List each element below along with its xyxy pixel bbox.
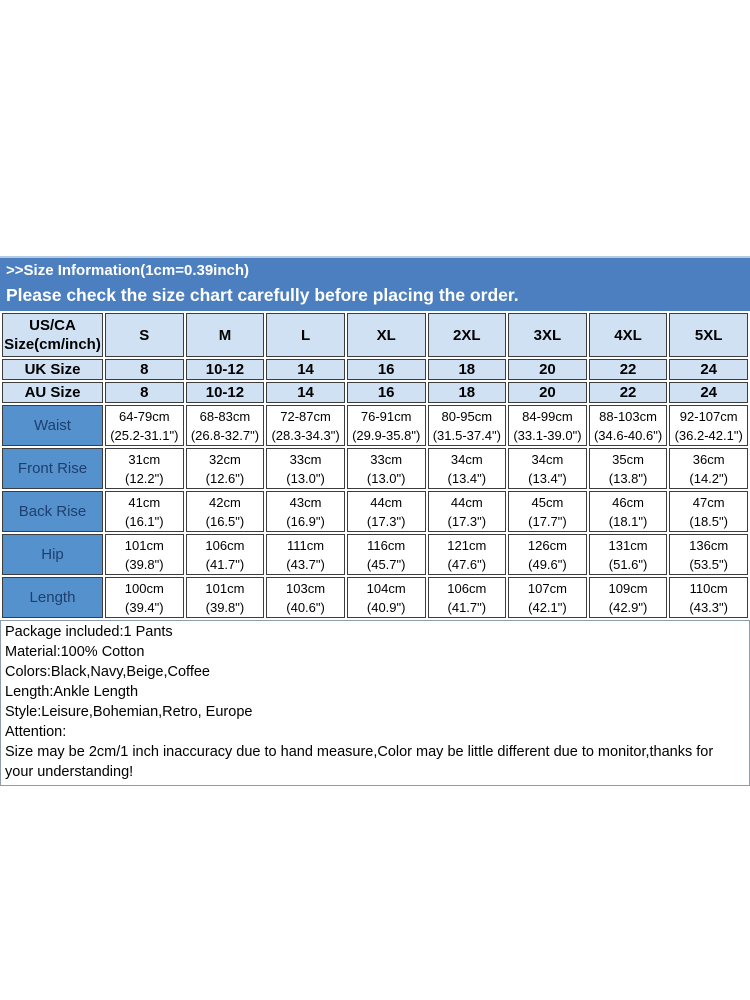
- au-size-row: [2, 382, 748, 403]
- measurement-cell: 34cm (13.4"): [508, 448, 587, 489]
- measurement-row: [2, 448, 748, 489]
- size-value-cell: 22: [589, 359, 668, 380]
- size-column-header: 5XL: [669, 313, 748, 357]
- measurement-row: [2, 577, 748, 618]
- measurement-cell: 68-83cm (26.8-32.7"): [186, 405, 265, 446]
- measurement-label: Waist: [2, 405, 103, 446]
- region-label: AU Size: [2, 382, 103, 403]
- measurement-cell: 33cm (13.0"): [266, 448, 345, 489]
- measurement-cell: 126cm (49.6"): [508, 534, 587, 575]
- measurement-cell: 88-103cm (34.6-40.6"): [589, 405, 668, 446]
- size-value-cell: 16: [347, 382, 426, 403]
- size-value-cell: 24: [669, 359, 748, 380]
- measurement-label: Front Rise: [2, 448, 103, 489]
- measurement-label: Length: [2, 577, 103, 618]
- measurement-cell: 80-95cm (31.5-37.4"): [428, 405, 507, 446]
- measurement-cell: 41cm (16.1"): [105, 491, 184, 532]
- measurement-cell: 84-99cm (33.1-39.0"): [508, 405, 587, 446]
- size-value-cell: 18: [428, 359, 507, 380]
- size-column-header: XL: [347, 313, 426, 357]
- size-header-row: [2, 313, 748, 357]
- size-value-cell: 18: [428, 382, 507, 403]
- measurement-label: Back Rise: [2, 491, 103, 532]
- measurement-cell: 43cm (16.9"): [266, 491, 345, 532]
- measurement-label: Hip: [2, 534, 103, 575]
- measurement-cell: 72-87cm (28.3-34.3"): [266, 405, 345, 446]
- measurement-cell: 76-91cm (29.9-35.8"): [347, 405, 426, 446]
- measurement-cell: 111cm (43.7"): [266, 534, 345, 575]
- size-column-header: M: [186, 313, 265, 357]
- measurement-cell: 36cm (14.2"): [669, 448, 748, 489]
- measurement-cell: 110cm (43.3"): [669, 577, 748, 618]
- note-line: Material:100% Cotton: [5, 644, 145, 660]
- measurement-cell: 109cm (42.9"): [589, 577, 668, 618]
- size-value-cell: 10-12: [186, 359, 265, 380]
- uk-size-row: [2, 359, 748, 380]
- size-value-cell: 14: [266, 359, 345, 380]
- measurement-cell: 44cm (17.3"): [347, 491, 426, 532]
- measurement-cell: 42cm (16.5"): [186, 491, 265, 532]
- size-column-header: 4XL: [589, 313, 668, 357]
- measurement-cell: 47cm (18.5"): [669, 491, 748, 532]
- banner-title: >>Size Information(1cm=0.39inch): [6, 262, 249, 279]
- note-line: Style:Leisure,Bohemian,Retro, Europe: [5, 704, 253, 720]
- measurement-cell: 103cm (40.6"): [266, 577, 345, 618]
- measurement-cell: 92-107cm (36.2-42.1"): [669, 405, 748, 446]
- measurement-cell: 33cm (13.0"): [347, 448, 426, 489]
- measurement-cell: 46cm (18.1"): [589, 491, 668, 532]
- measurement-cell: 107cm (42.1"): [508, 577, 587, 618]
- measurement-cell: 34cm (13.4"): [428, 448, 507, 489]
- measurement-cell: 104cm (40.9"): [347, 577, 426, 618]
- measurement-cell: 44cm (17.3"): [428, 491, 507, 532]
- size-column-header: L: [266, 313, 345, 357]
- note-line: Attention:: [5, 724, 67, 740]
- size-value-cell: 22: [589, 382, 668, 403]
- note-line: Size may be 2cm/1 inch inaccuracy due to hand measure,Color may be little different due to monitor,thanks for your understanding!: [5, 744, 714, 780]
- measurement-cell: 116cm (45.7"): [347, 534, 426, 575]
- product-notes: [0, 620, 750, 786]
- measurement-row: [2, 534, 748, 575]
- size-value-cell: 10-12: [186, 382, 265, 403]
- note-line: Colors:Black,Navy,Beige,Coffee: [5, 664, 210, 680]
- measurement-cell: 106cm (41.7"): [186, 534, 265, 575]
- measurement-cell: 106cm (41.7"): [428, 577, 507, 618]
- size-column-header: 2XL: [428, 313, 507, 357]
- measurement-cell: 121cm (47.6"): [428, 534, 507, 575]
- size-value-cell: 16: [347, 359, 426, 380]
- size-table: [0, 311, 750, 620]
- measurement-cell: 136cm (53.5"): [669, 534, 748, 575]
- measurement-cell: 101cm (39.8"): [105, 534, 184, 575]
- size-table-body: [2, 313, 748, 618]
- corner-header: US/CA Size(cm/inch): [2, 313, 103, 357]
- measurement-cell: 101cm (39.8"): [186, 577, 265, 618]
- size-value-cell: 24: [669, 382, 748, 403]
- region-label: UK Size: [2, 359, 103, 380]
- measurement-cell: 45cm (17.7"): [508, 491, 587, 532]
- measurement-row: [2, 405, 748, 446]
- measurement-cell: 64-79cm (25.2-31.1"): [105, 405, 184, 446]
- banner-subtitle: Please check the size chart carefully before placing the order.: [6, 285, 519, 305]
- size-value-cell: 8: [105, 359, 184, 380]
- size-info-banner: [0, 256, 750, 311]
- size-value-cell: 14: [266, 382, 345, 403]
- size-value-cell: 8: [105, 382, 184, 403]
- size-column-header: 3XL: [508, 313, 587, 357]
- note-line: Package included:1 Pants: [5, 624, 173, 640]
- measurement-cell: 35cm (13.8"): [589, 448, 668, 489]
- size-column-header: S: [105, 313, 184, 357]
- measurement-cell: 131cm (51.6"): [589, 534, 668, 575]
- measurement-cell: 100cm (39.4"): [105, 577, 184, 618]
- measurement-row: [2, 491, 748, 532]
- size-chart-section: [0, 256, 750, 786]
- measurement-cell: 31cm (12.2"): [105, 448, 184, 489]
- measurement-cell: 32cm (12.6"): [186, 448, 265, 489]
- size-value-cell: 20: [508, 382, 587, 403]
- note-line: Length:Ankle Length: [5, 684, 139, 700]
- size-value-cell: 20: [508, 359, 587, 380]
